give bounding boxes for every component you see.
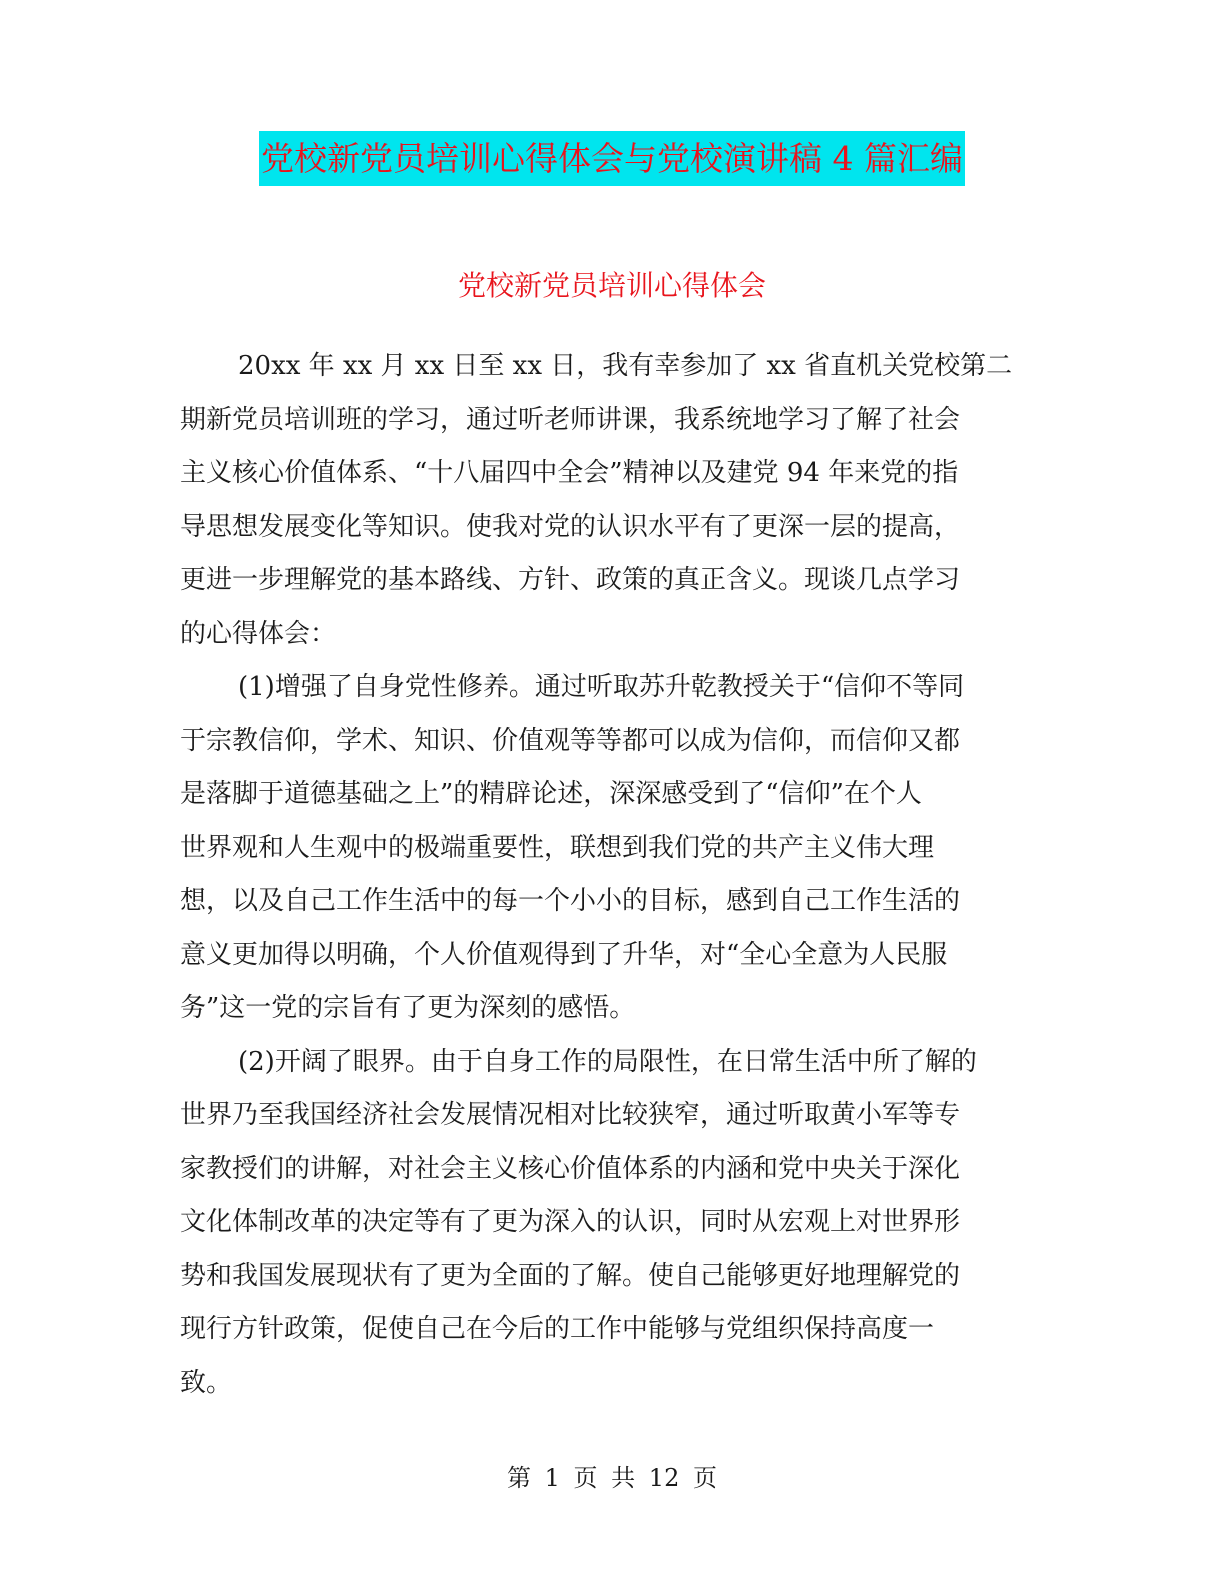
text-line: (1)增强了自身党性修养。通过听取苏升乾教授关于“信仰不等同 [238, 672, 965, 702]
text-line: 世界观和人生观中的极端重要性，联想到我们党的共产主义伟大理 [180, 832, 935, 863]
page-footer: 第 1 页 共 12 页 [507, 1464, 717, 1492]
body-text [180, 340, 1050, 1410]
text-line: 务”这一党的宗旨有了更为深刻的感悟。 [180, 993, 636, 1023]
text-line: 文化体制改革的决定等有了更为深入的认识，同时从宏观上对世界形 [180, 1207, 961, 1237]
paragraph-point-1 [180, 661, 1050, 1036]
text-line: 是落脚于道德基础之上”的精辟论述，深深感受到了“信仰”在个人 [180, 779, 922, 809]
text-line: 意义更加得以明确，个人价值观得到了升华，对“全心全意为人民服 [180, 939, 948, 970]
paragraph-point-2 [180, 1036, 1050, 1411]
section-title: 党校新党员培训心得体会 [457, 269, 766, 302]
text-line: 想，以及自己工作生活中的每一个小小的目标，感到自己工作生活的 [180, 886, 961, 916]
text-line: 势和我国发展现状有了更为全面的了解。使自己能够更好地理解党的 [180, 1260, 961, 1291]
text-line: 期新党员培训班的学习，通过听老师讲课，我系统地学习了解了社会 [180, 404, 961, 435]
text-line: 现行方针政策，促使自己在今后的工作中能够与党组织保持高度一 [180, 1314, 935, 1344]
text-line: 世界乃至我国经济社会发展情况相对比较狭窄，通过听取黄小军等专 [180, 1100, 961, 1130]
text-line: 更进一步理解党的基本路线、方针、政策的真正含义。现谈几点学习 [180, 565, 961, 595]
text-line: 的心得体会： [180, 618, 337, 649]
document-title-container [0, 131, 1224, 186]
text-line: 致。 [180, 1367, 233, 1398]
document-title: 党校新党员培训心得体会与党校演讲稿 4 篇汇编 [259, 131, 965, 186]
text-line: (2)开阔了眼界。由于自身工作的局限性，在日常生活中所了解的 [238, 1046, 977, 1077]
text-line: 主义核心价值体系、“十八届四中全会”精神以及建党 94 年来党的指 [180, 458, 959, 488]
text-line: 于宗教信仰，学术、知识、价值观等等都可以成为信仰，而信仰又都 [180, 725, 961, 756]
text-line: 家教授们的讲解，对社会主义核心价值体系的内涵和党中央关于深化 [180, 1153, 961, 1184]
text-line: 20xx 年 xx 月 xx 日至 xx 日，我有幸参加了 xx 省直机关党校第二 [238, 351, 1013, 381]
paragraph-intro [180, 340, 1050, 661]
text-line: 导思想发展变化等知识。使我对党的认识水平有了更深一层的提高， [180, 511, 961, 542]
